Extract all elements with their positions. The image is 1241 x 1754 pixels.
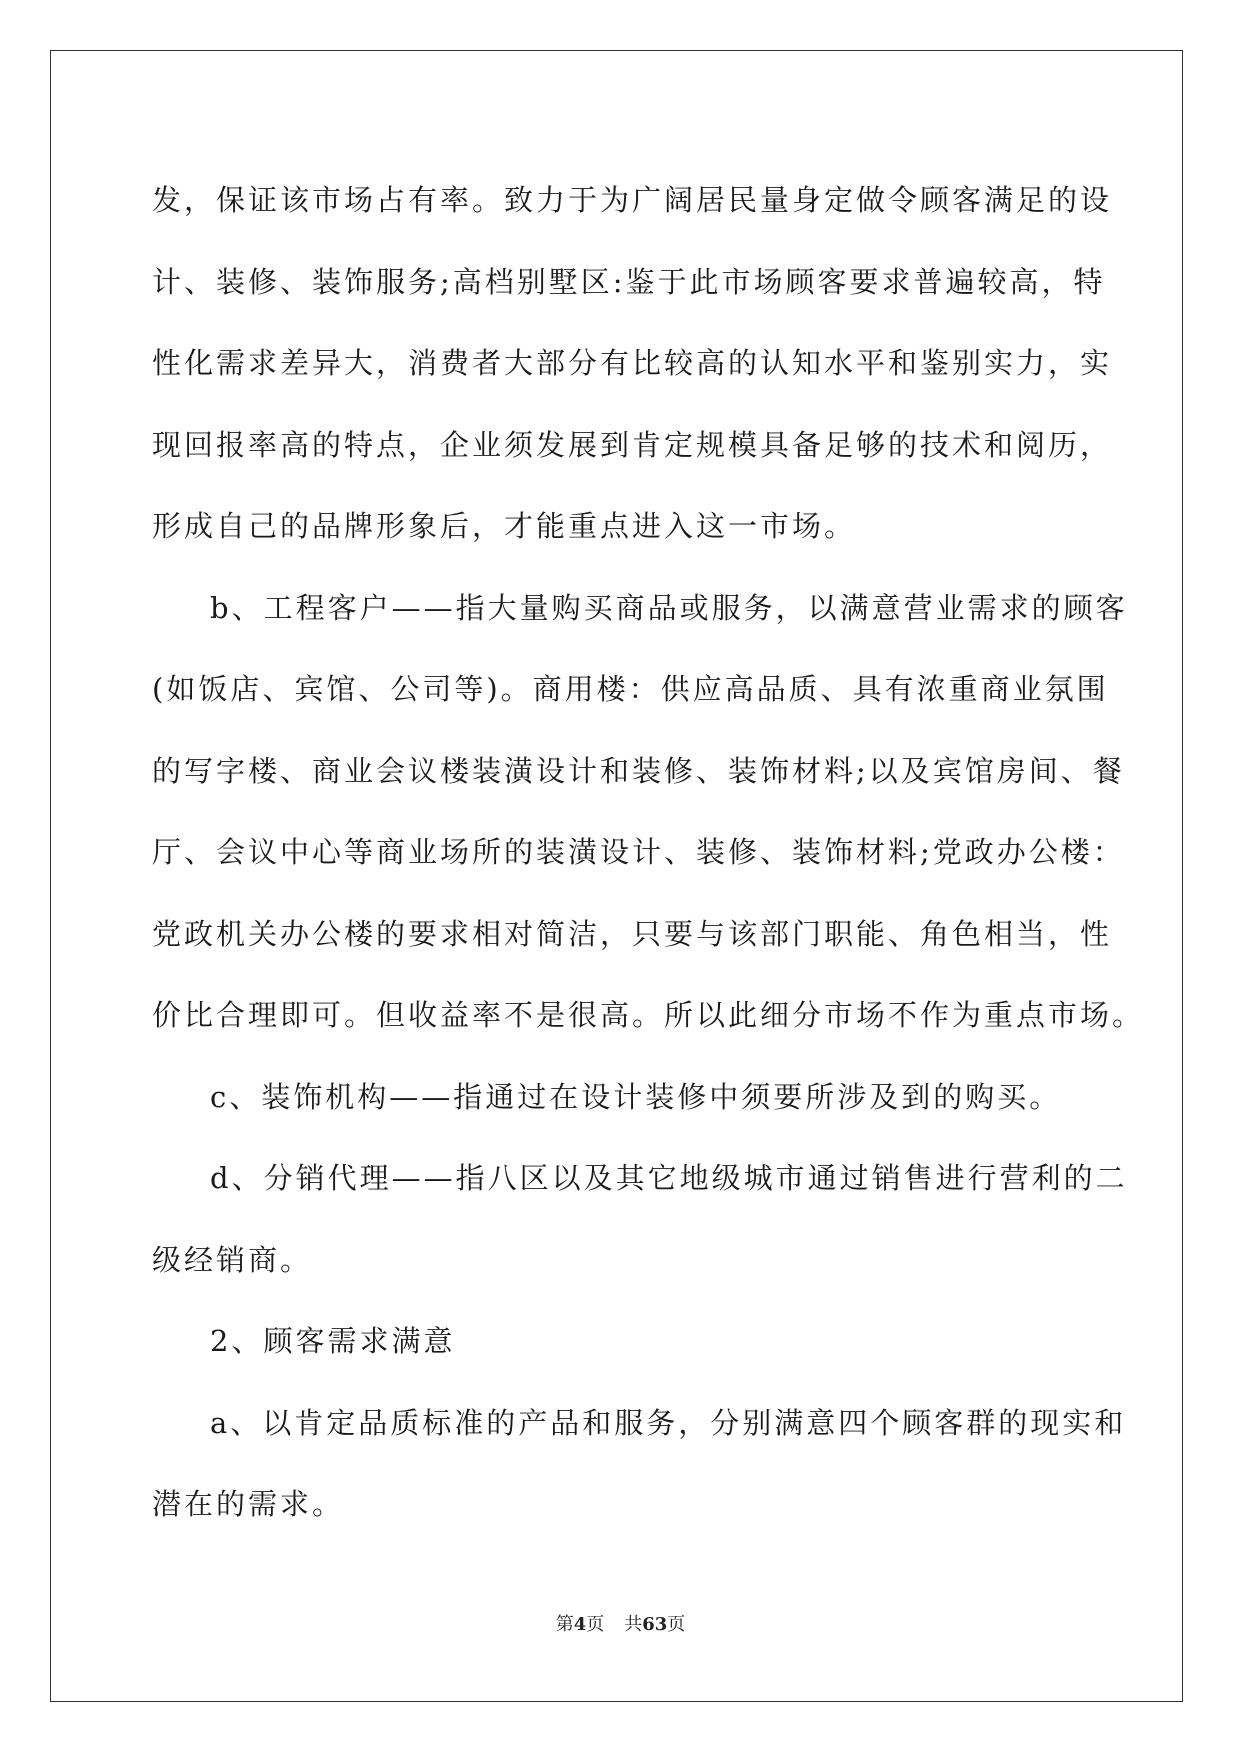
current-page-number: 4 [573,1614,587,1635]
text-line: 的写字楼、商业会议楼装潢设计和装修、装饰材料;以及宾馆房间、餐 [152,753,1125,788]
paragraph [152,1138,1128,1301]
footer-total-prefix: 共 [624,1614,643,1635]
total-page-count: 63 [642,1614,668,1635]
section-heading [152,1301,1087,1383]
text-line: b、工程客户——指大量购买商品或服务，以满意营业需求的顾客 [210,590,1128,625]
text-line: 现回报率高的特点，企业须发展到肯定规模具备足够的技术和阅历， [152,427,1113,462]
footer-prefix: 第 [555,1614,574,1635]
text-line: 党政机关办公楼的要求相对简洁，只要与该部门职能、角色相当，性 [152,916,1113,951]
page-footer [0,1610,1241,1636]
text-line: (如饭店、宾馆、公司等)。商用楼：供应高品质、具有浓重商业氛围 [152,672,1109,706]
footer-total-suffix: 页 [667,1614,686,1635]
text-line: 发，保证该市场占有率。致力于为广阔居民量身定做令顾客满足的设 [152,183,1113,217]
text-line: 2、顾客需求满意 [210,1324,456,1358]
text-line: c、装饰机构——指通过在设计装修中须要所涉及到的购买。 [210,1079,1062,1114]
text-line: 价比合理即可。但收益率不是很高。所以此细分市场不作为重点市场。 [152,998,1145,1032]
paragraph [152,160,1113,568]
text-line: d、分销代理——指八区以及其它地级城市通过销售进行营利的二 [210,1161,1128,1195]
text-line: 形成自己的品牌形象后，才能重点进入这一市场。 [152,509,857,543]
text-line: 性化需求差异大，消费者大部分有比较高的认知水平和鉴别实力，实 [152,346,1113,380]
text-line: 厅、会议中心等商业场所的装潢设计、装修、装饰材料;党政办公楼： [152,835,1125,869]
text-line: 计、装修、装饰服务;高档别墅区:鉴于此市场顾客要求普遍较高，特 [152,264,1106,299]
footer-page-suffix: 页 [586,1614,605,1635]
paragraph [152,1057,1087,1139]
paragraph [152,568,1145,1057]
text-line: a、以肯定品质标准的产品和服务，分别满意四个顾客群的现实和 [210,1405,1127,1440]
document-body [152,160,1145,1546]
text-line: 级经销商。 [152,1242,313,1277]
paragraph [152,1383,1127,1546]
text-line: 潜在的需求。 [152,1487,345,1521]
